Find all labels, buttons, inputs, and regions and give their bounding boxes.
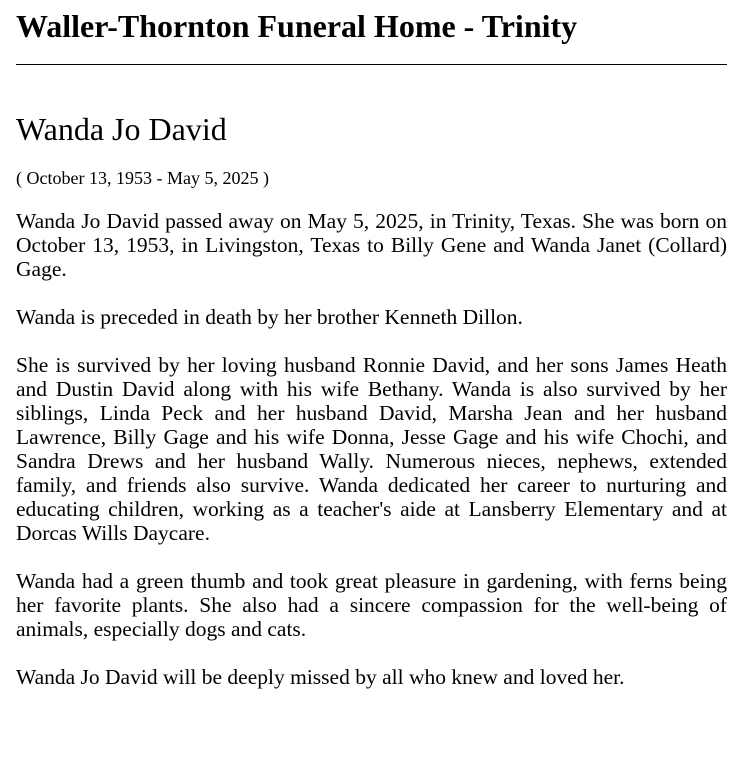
deceased-name: Wanda Jo David xyxy=(16,111,227,147)
site-title: Waller-Thornton Funeral Home - Trinity xyxy=(16,8,578,44)
obituary-paragraph: Wanda is preceded in death by her brother Kenneth Dillon. xyxy=(16,305,523,329)
obituary-paragraph: Wanda had a green thumb and took great pleasure in gardening, with ferns being her favorite plants. She also had a sincere compassion for the well-being of animals, especially dogs and cats. xyxy=(16,569,727,641)
obituary-paragraph: Wanda Jo David will be deeply missed by all who knew and loved her. xyxy=(16,665,625,689)
header-divider xyxy=(16,64,727,65)
obituary-paragraph: She is survived by her loving husband Ronnie David, and her sons James Heath and Dustin David along with his wife Bethany. Wanda is also survived by her siblings, Linda Peck and her husband David, Marsha Jean and her husband Lawrence, Billy Gage and his wife Donna, Jesse Gage and his wife Chochi, and Sandra Drews and her husband Wally. Numerous nieces, nephews, extended family, and friends also survive. Wanda dedicated her career to nurturing and educating children, working as a teacher's aide at Lansberry Elementary and at Dorcas Wills Daycare. xyxy=(16,353,727,545)
life-dates: ( October 13, 1953 - May 5, 2025 ) xyxy=(16,168,269,188)
obituary-paragraph: Wanda Jo David passed away on May 5, 2025, in Trinity, Texas. She was born on October 13, 1953, in Livingston, Texas to Billy Gene and Wanda Janet (Collard) Gage. xyxy=(16,209,727,281)
obituary xyxy=(16,111,727,689)
